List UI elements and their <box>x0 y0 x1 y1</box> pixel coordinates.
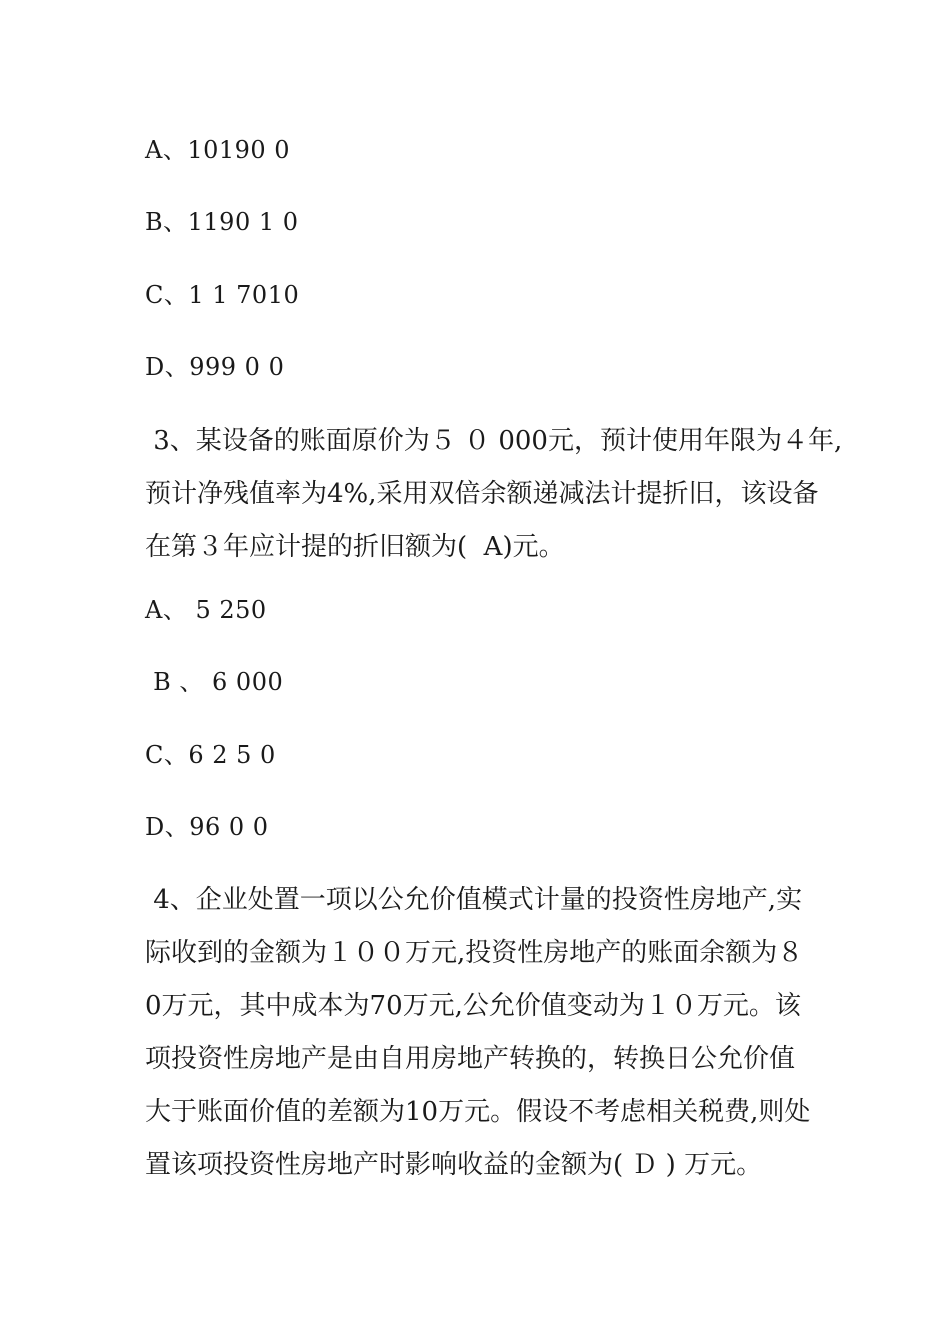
question-4-line: 项投资性房地产是由自用房地产转换的，转换日公允价值 <box>145 1044 796 1074</box>
question-3-line: 预计净残值率为4%,采用双倍余额递减法计提折旧，该设备 <box>145 479 819 509</box>
q3-option-c: C、6 2 5 0 <box>145 741 276 769</box>
question-3-line: 在第３年应计提的折旧额为( A)元。 <box>145 532 565 562</box>
q2-option-c: C、1 1 7010 <box>145 281 300 309</box>
question-4-line: 大于账面价值的差额为10万元。假设不考虑相关税费,则处 <box>145 1097 811 1127</box>
question-4-line: 置该项投资性房地产时影响收益的金额为( Ｄ ) 万元。 <box>145 1150 763 1180</box>
question-4-line: 际收到的金额为１００万元,投资性房地产的账面余额为８ <box>145 938 804 968</box>
q3-option-d: D、96 0 0 <box>145 813 269 841</box>
question-4-line: 0万元，其中成本为70万元,公允价值变动为１０万元。该 <box>145 991 801 1021</box>
question-3 <box>145 424 843 583</box>
q3-option-a: A、 5 250 <box>145 596 267 624</box>
question-3-line: 3、某设备的账面原价为５ ０ 000元，预计使用年限为４年, <box>145 426 843 456</box>
q2-option-d: D、999 0 0 <box>145 353 285 381</box>
q2-option-b: B、1190 1 0 <box>145 208 299 236</box>
q2-option-a: A、10190 0 <box>145 136 291 164</box>
question-4-line: 4、企业处置一项以公允价值模式计量的投资性房地产,实 <box>145 885 803 915</box>
q3-option-b: B 、 6 000 <box>145 668 284 696</box>
question-4 <box>145 883 825 1201</box>
